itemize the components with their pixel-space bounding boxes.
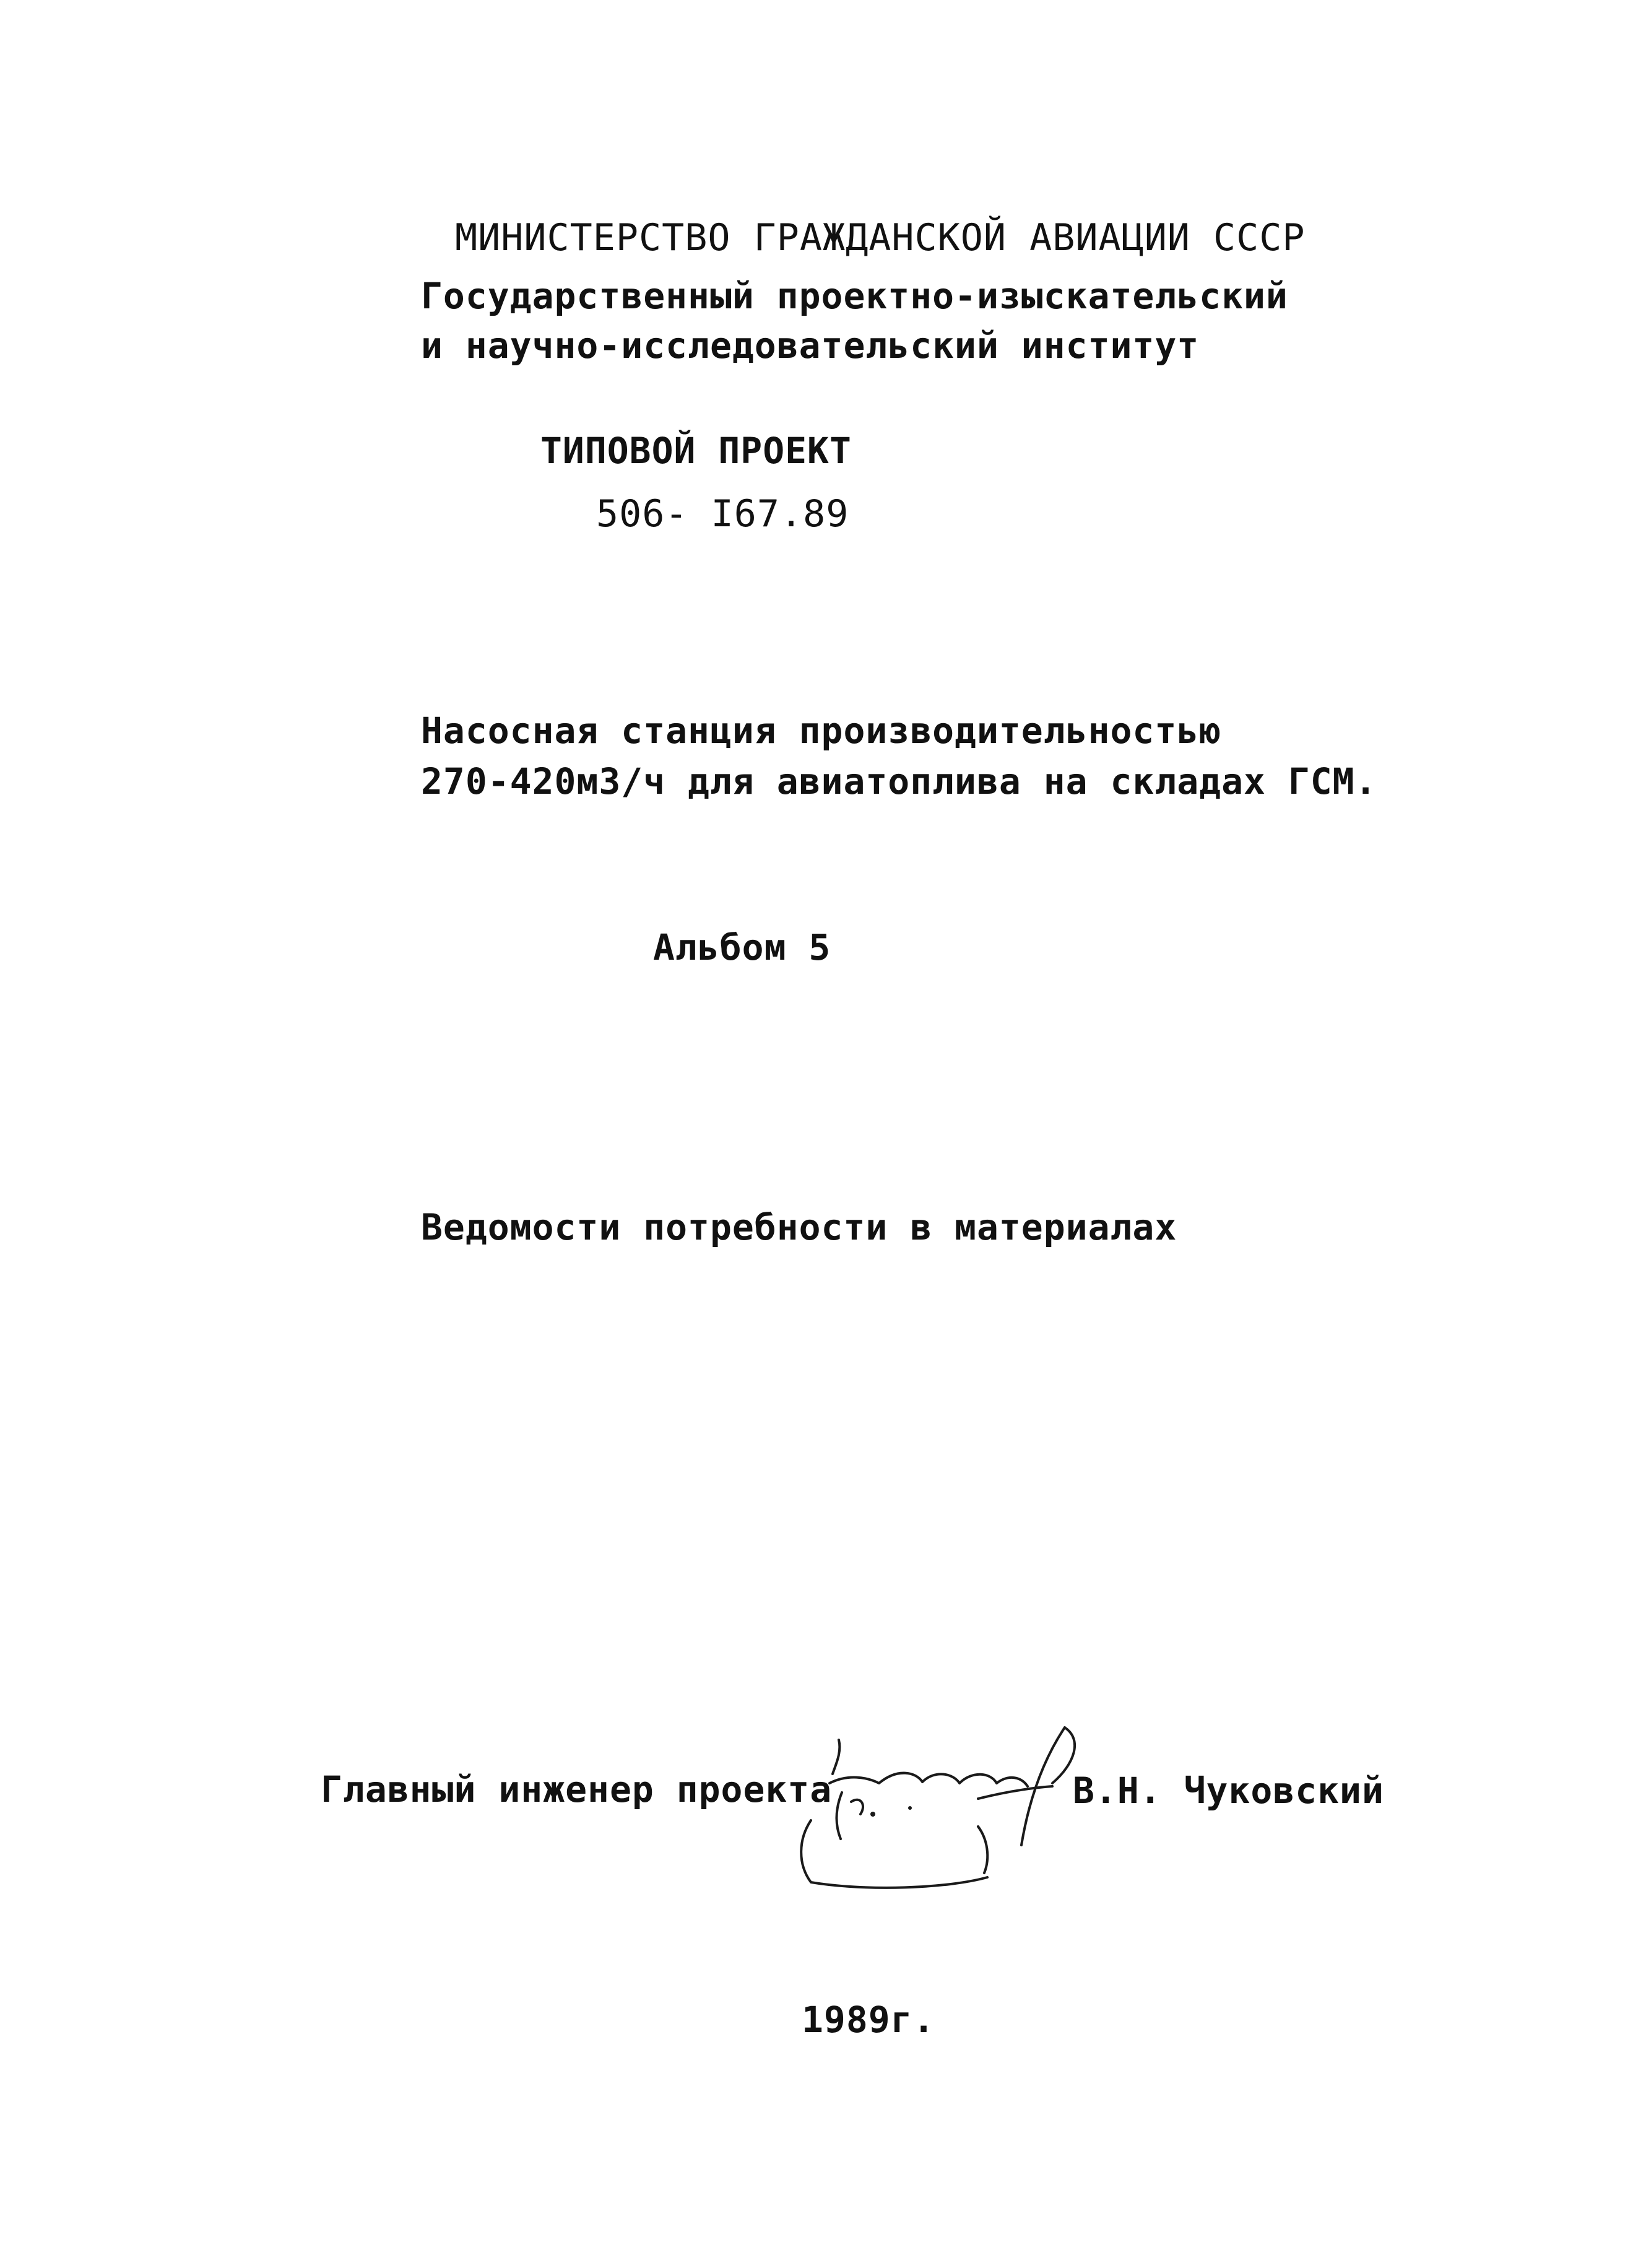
document-year: 1989г.	[802, 1999, 935, 2041]
institute-name-line-1: Государственный проектно-изыскательский	[421, 275, 1288, 317]
chief-engineer-label: Главный инженер проекта	[321, 1768, 833, 1810]
album-subject: Ведомости потребности в материалах	[421, 1206, 1177, 1248]
project-number: 506- I67.89	[596, 492, 849, 536]
chief-engineer-name: В.Н. Чуковский	[1073, 1770, 1384, 1812]
project-type-label: ТИПОВОЙ ПРОЕКТ	[540, 430, 852, 472]
institute-name-line-2: и научно-исследовательский институт	[421, 324, 1200, 367]
ministry-heading: МИНИСТЕРСТВО ГРАЖДАНСКОЙ АВИАЦИИ СССР	[455, 216, 1306, 259]
album-number: Альбом 5	[653, 926, 831, 968]
document-title-line-2: 270-420м3/ч для авиатоплива на складах ГСМ.	[421, 760, 1377, 802]
document-title-line-1: Насосная станция производительностью	[421, 710, 1222, 752]
handwritten-signature	[774, 1715, 1089, 1901]
